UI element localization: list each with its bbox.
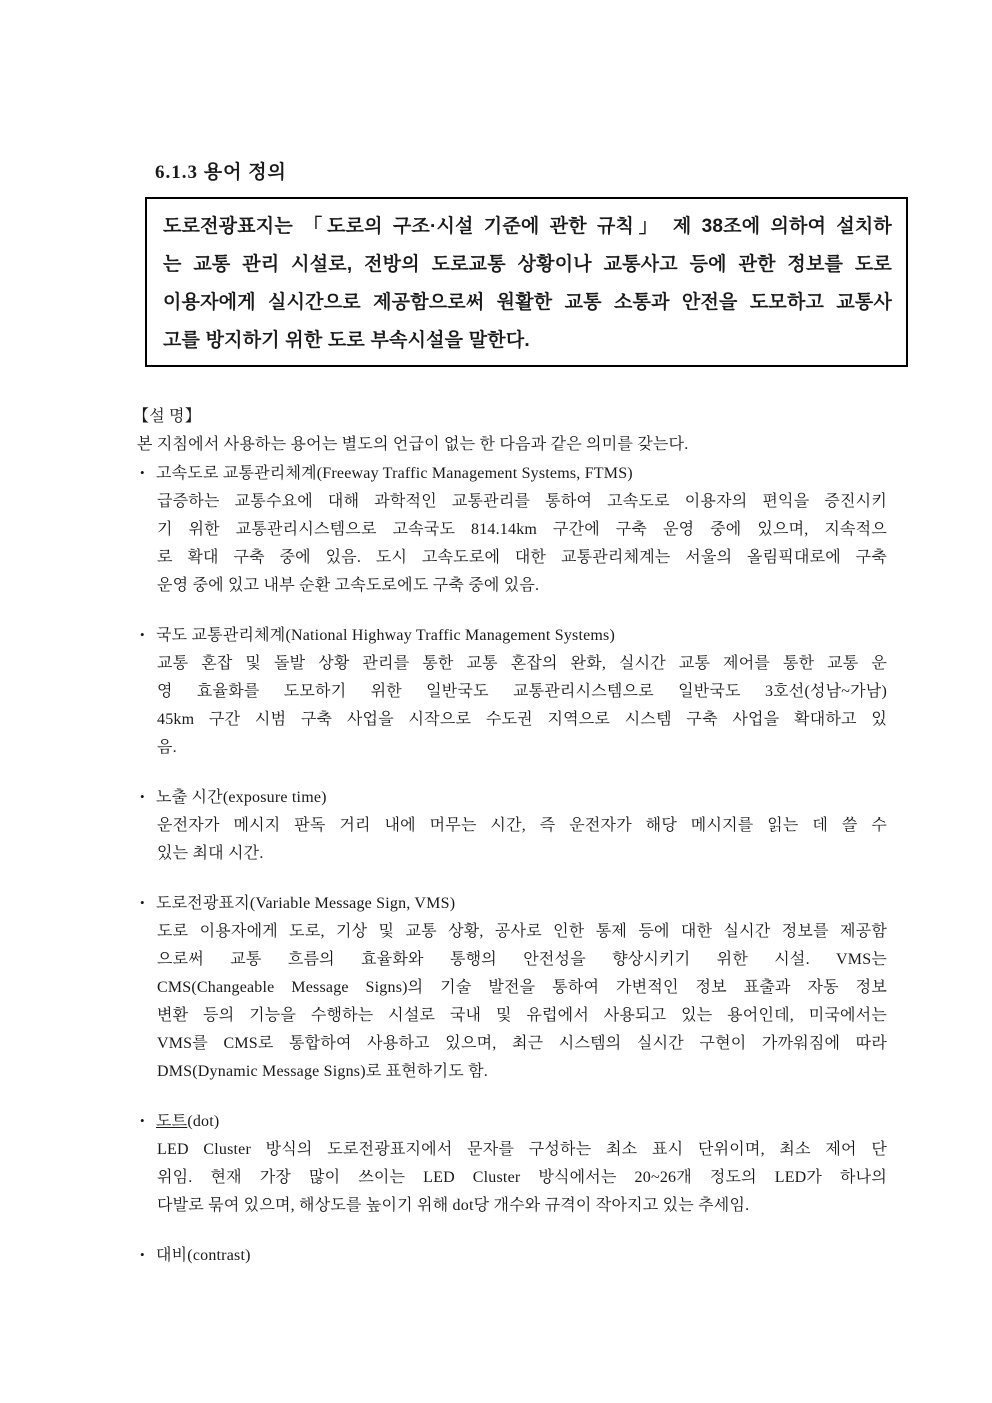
term-line: 으로써 교통 흐름의 효율화와 통행의 안전성을 향상시키기 위한 시설. VMS는 — [157, 951, 887, 968]
bullet-icon: • — [140, 1113, 145, 1128]
definition-line: 도로전광표지는 「도로의 구조·시설 기준에 관한 규칙」 제 38조에 의하여 설치하 — [163, 216, 892, 237]
term-last-line: 음. — [157, 739, 177, 756]
term-list — [140, 459, 887, 1270]
intro-text: 본 지침에서 사용하는 용어는 별도의 언급이 없는 한 다음과 같은 의미를 갖는다. — [137, 436, 689, 453]
term-body — [157, 488, 887, 600]
term-line: 교통 혼잡 및 돌발 상황 관리를 통한 교통 혼잡의 완화, 실시간 교통 제어를 통한 교통 운 — [157, 655, 887, 672]
term-title-text: (dot) — [187, 1113, 220, 1130]
term-last-line: 있는 최대 시간. — [157, 845, 264, 862]
term-last-line: 다발로 묶여 있으며, 해상도를 높이기 위해 dot당 개수와 규격이 작아지고 있는 추세임. — [157, 1197, 750, 1214]
term-title — [140, 459, 887, 488]
definition-line: 는 교통 관리 시설로, 전방의 도로교통 상황이나 교통사고 등에 관한 정보를 도로 — [163, 254, 892, 275]
explanation-label: 【설 명】 — [133, 408, 201, 425]
bullet-icon: • — [140, 465, 145, 480]
term-line: LED Cluster 방식의 도로전광표지에서 문자를 구성하는 최소 표시 단위이며, 최소 제어 단 — [157, 1141, 887, 1158]
term-line: CMS(Changeable Message Signs)의 기술 발전을 통하여 가변적인 정보 표출과 자동 정보 — [157, 979, 887, 996]
term-line: 도로 이용자에게 도로, 기상 및 교통 상황, 공사로 인한 통제 등에 대한 실시간 정보를 제공함 — [157, 923, 887, 940]
term-item-ftms — [140, 459, 887, 600]
term-body — [157, 1136, 887, 1220]
bullet-icon: • — [140, 1247, 145, 1262]
term-item-vms — [140, 889, 887, 1086]
term-title — [140, 783, 887, 812]
term-title-underlined: 도트 — [156, 1113, 188, 1130]
term-last-line: 운영 중에 있고 내부 순환 고속도로에도 구축 중에 있음. — [157, 577, 540, 594]
bullet-icon: • — [140, 789, 145, 804]
definition-line: 이용자에게 실시간으로 제공함으로써 원활한 교통 소통과 안전을 도모하고 교통사 — [163, 292, 892, 313]
term-item-exposure-time — [140, 783, 887, 868]
section-heading: 6.1.3 용어 정의 — [155, 162, 287, 183]
explanation-section — [133, 403, 887, 1270]
term-title — [140, 1107, 887, 1136]
term-line: 영 효율화를 도모하기 위한 일반국도 교통관리시스템으로 일반국도 3호선(성남~가남) — [157, 683, 887, 700]
definition-box — [145, 197, 908, 367]
term-line: 로 확대 구축 중에 있음. 도시 고속도로에 대한 교통관리체계는 서울의 올림픽대로에 구축 — [157, 549, 887, 566]
term-line: 변환 등의 기능을 수행하는 시설로 국내 및 유럽에서 사용되고 있는 용어인데, 미국에서는 — [157, 1007, 887, 1024]
term-line: 위임. 현재 가장 많이 쓰이는 LED Cluster 방식에서는 20~26개 정도의 LED가 하나의 — [157, 1169, 887, 1186]
term-last-line: DMS(Dynamic Message Signs)로 표현하기도 함. — [157, 1063, 488, 1080]
term-title — [140, 621, 887, 650]
term-line: 급증하는 교통수요에 대해 과학적인 교통관리를 통하여 고속도로 이용자의 편익을 증진시키 — [157, 493, 887, 510]
term-title-text: 국도 교통관리체계(National Highway Traffic Management Systems) — [156, 627, 615, 644]
term-body — [157, 812, 887, 868]
term-body — [157, 918, 887, 1086]
term-line: 운전자가 메시지 판독 거리 내에 머무는 시간, 즉 운전자가 해당 메시지를 읽는 데 쓸 수 — [157, 817, 887, 834]
term-title-text: 고속도로 교통관리체계(Freeway Traffic Management Systems, FTMS) — [156, 465, 633, 482]
definition-line: 고를 방지하기 위한 도로 부속시설을 말한다. — [163, 330, 530, 351]
term-title-text: 대비(contrast) — [156, 1247, 251, 1264]
term-item-national-highway — [140, 621, 887, 762]
term-title — [140, 889, 887, 918]
term-title-text: 노출 시간(exposure time) — [156, 789, 327, 806]
term-body — [157, 650, 887, 762]
term-line: 45km 구간 시범 구축 사업을 시작으로 수도권 지역으로 시스템 구축 사업을 확대하고 있 — [157, 711, 887, 728]
term-line: VMS를 CMS로 통합하여 사용하고 있으며, 최근 시스템의 실시간 구현이 가까워짐에 따라 — [157, 1035, 887, 1052]
term-title-text: 도로전광표지(Variable Message Sign, VMS) — [156, 895, 456, 912]
term-item-contrast — [140, 1241, 887, 1270]
term-line: 기 위한 교통관리시스템으로 고속국도 814.14km 구간에 구축 운영 중에 있으며, 지속적으 — [157, 521, 887, 538]
bullet-icon: • — [140, 627, 145, 642]
term-title — [140, 1241, 887, 1270]
bullet-icon: • — [140, 895, 145, 910]
term-item-dot — [140, 1107, 887, 1220]
